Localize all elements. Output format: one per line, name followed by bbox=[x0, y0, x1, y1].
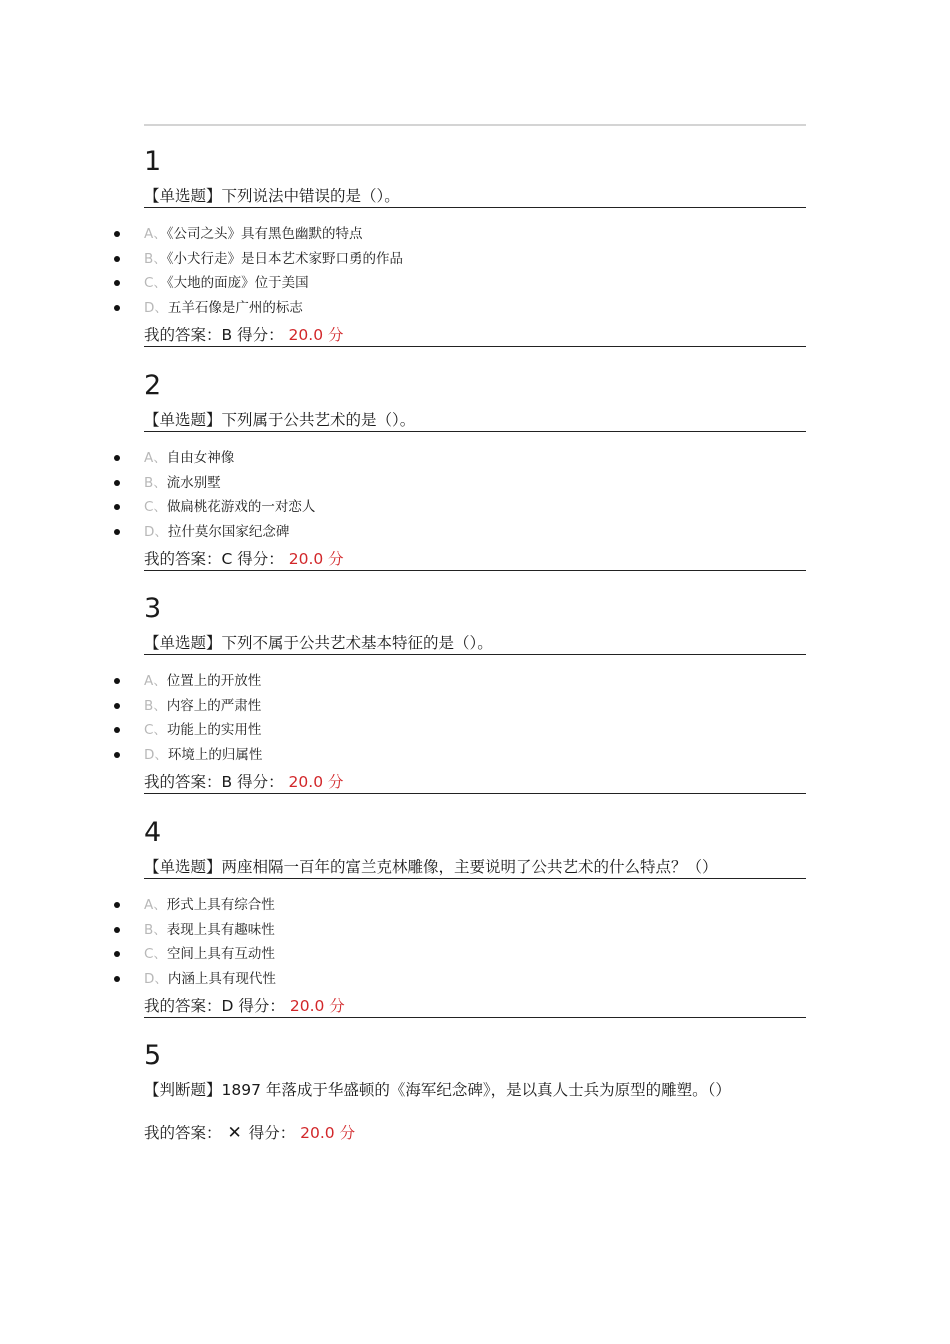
option-letter: C、 bbox=[144, 499, 167, 516]
answer-label: 我的答案： bbox=[144, 1124, 222, 1142]
option-text: 功能上的实用性 bbox=[166, 722, 262, 739]
bullet-icon bbox=[114, 529, 120, 535]
option-list bbox=[114, 446, 315, 545]
answer-label: 我的答案： bbox=[144, 326, 222, 344]
option-text: 《公司之头》具有黑色幽默的特点 bbox=[166, 226, 363, 242]
option-c bbox=[114, 495, 315, 520]
bullet-icon bbox=[114, 727, 120, 733]
score-value: 20.0 分 bbox=[288, 326, 344, 344]
top-divider bbox=[144, 124, 806, 126]
option-list bbox=[114, 222, 403, 321]
score-value: 20.0 分 bbox=[288, 550, 344, 568]
option-c bbox=[114, 942, 276, 967]
question-number: 4 bbox=[144, 817, 162, 848]
bullet-icon bbox=[114, 927, 120, 933]
bullet-icon bbox=[114, 455, 120, 461]
option-text: 拉什莫尔国家纪念碑 bbox=[167, 524, 290, 541]
option-letter: A、 bbox=[144, 897, 167, 913]
option-letter: B、 bbox=[144, 250, 167, 267]
option-list bbox=[114, 893, 276, 992]
option-letter: C、 bbox=[144, 722, 167, 739]
answer-value: D bbox=[221, 997, 234, 1015]
option-a bbox=[114, 446, 315, 471]
option-b bbox=[114, 918, 276, 943]
bullet-icon bbox=[114, 305, 120, 311]
bullet-icon bbox=[114, 976, 120, 982]
bullet-icon bbox=[114, 480, 120, 486]
answer-line bbox=[144, 324, 806, 347]
bullet-icon bbox=[114, 902, 120, 908]
question-number: 3 bbox=[144, 593, 162, 624]
option-d bbox=[114, 967, 276, 992]
option-letter: D、 bbox=[144, 524, 168, 541]
answer-label: 我的答案： bbox=[144, 550, 222, 568]
answer-line bbox=[144, 1122, 806, 1144]
option-letter: C、 bbox=[144, 946, 167, 963]
bullet-icon bbox=[114, 703, 120, 709]
option-d bbox=[114, 296, 403, 321]
option-text: 五羊石像是广州的标志 bbox=[167, 300, 303, 317]
option-text: 位置上的开放性 bbox=[166, 673, 262, 689]
option-a bbox=[114, 669, 262, 694]
score-label: 得分： bbox=[237, 773, 284, 791]
score-label: 得分： bbox=[237, 326, 284, 344]
cross-icon: ✕ bbox=[227, 1123, 242, 1143]
option-b bbox=[114, 694, 262, 719]
option-text: 形式上具有综合性 bbox=[166, 897, 275, 913]
score-value: 20.0 分 bbox=[289, 997, 345, 1015]
question-number: 2 bbox=[144, 370, 162, 401]
answer-value: B bbox=[221, 773, 233, 791]
option-letter: A、 bbox=[144, 673, 167, 689]
bullet-icon bbox=[114, 256, 120, 262]
bullet-icon bbox=[114, 951, 120, 957]
question-text: 【单选题】两座相隔一百年的富兰克林雕像，主要说明了公共艺术的什么特点？（） bbox=[144, 856, 806, 879]
bullet-icon bbox=[114, 678, 120, 684]
question-text: 【判断题】1897 年落成于华盛顿的《海军纪念碑》，是以真人士兵为原型的雕塑。（） bbox=[144, 1081, 731, 1099]
option-c bbox=[114, 718, 262, 743]
option-letter: B、 bbox=[144, 697, 167, 714]
option-b bbox=[114, 471, 315, 496]
score-value: 20.0 分 bbox=[300, 1124, 356, 1142]
option-text: 《小犬行走》是日本艺术家野口勇的作品 bbox=[166, 250, 404, 267]
option-b bbox=[114, 247, 403, 272]
score-label: 得分： bbox=[248, 1124, 296, 1142]
option-d bbox=[114, 743, 262, 768]
question-text: 【单选题】下列不属于公共艺术基本特征的是（）。 bbox=[144, 632, 806, 655]
bullet-icon bbox=[114, 231, 120, 237]
score-value: 20.0 分 bbox=[288, 773, 344, 791]
answer-line bbox=[144, 548, 806, 571]
option-text: 自由女神像 bbox=[166, 450, 235, 466]
answer-line bbox=[144, 995, 806, 1018]
option-list bbox=[114, 669, 262, 768]
score-label: 得分： bbox=[237, 550, 284, 568]
score-label: 得分： bbox=[238, 997, 285, 1015]
option-text: 空间上具有互动性 bbox=[166, 946, 275, 963]
option-letter: D、 bbox=[144, 747, 168, 764]
option-letter: A、 bbox=[144, 450, 167, 466]
question-number: 1 bbox=[144, 146, 162, 177]
option-letter: B、 bbox=[144, 921, 167, 938]
option-text: 表现上具有趣味性 bbox=[166, 921, 275, 938]
option-letter: D、 bbox=[144, 971, 168, 988]
question-number: 5 bbox=[144, 1040, 162, 1071]
bullet-icon bbox=[114, 752, 120, 758]
option-a bbox=[114, 222, 403, 247]
answer-label: 我的答案： bbox=[144, 997, 222, 1015]
option-text: 内容上的严肃性 bbox=[166, 697, 262, 714]
option-d bbox=[114, 520, 315, 545]
option-letter: B、 bbox=[144, 474, 167, 491]
option-text: 内涵上具有现代性 bbox=[167, 971, 276, 988]
option-text: 《大地的面庞》位于美国 bbox=[166, 275, 309, 292]
option-c bbox=[114, 271, 403, 296]
option-text: 流水别墅 bbox=[166, 474, 221, 491]
bullet-icon bbox=[114, 504, 120, 510]
answer-value: C bbox=[221, 550, 233, 568]
answer-label: 我的答案： bbox=[144, 773, 222, 791]
option-a bbox=[114, 893, 276, 918]
option-letter: D、 bbox=[144, 300, 168, 317]
question-text: 【单选题】下列属于公共艺术的是（）。 bbox=[144, 409, 806, 432]
question-text: 【单选题】下列说法中错误的是（）。 bbox=[144, 185, 806, 208]
option-text: 做扁桃花游戏的一对恋人 bbox=[166, 499, 316, 516]
answer-value: B bbox=[221, 326, 233, 344]
bullet-icon bbox=[114, 280, 120, 286]
option-letter: A、 bbox=[144, 226, 167, 242]
option-letter: C、 bbox=[144, 275, 167, 292]
option-text: 环境上的归属性 bbox=[167, 747, 263, 764]
answer-line bbox=[144, 771, 806, 794]
